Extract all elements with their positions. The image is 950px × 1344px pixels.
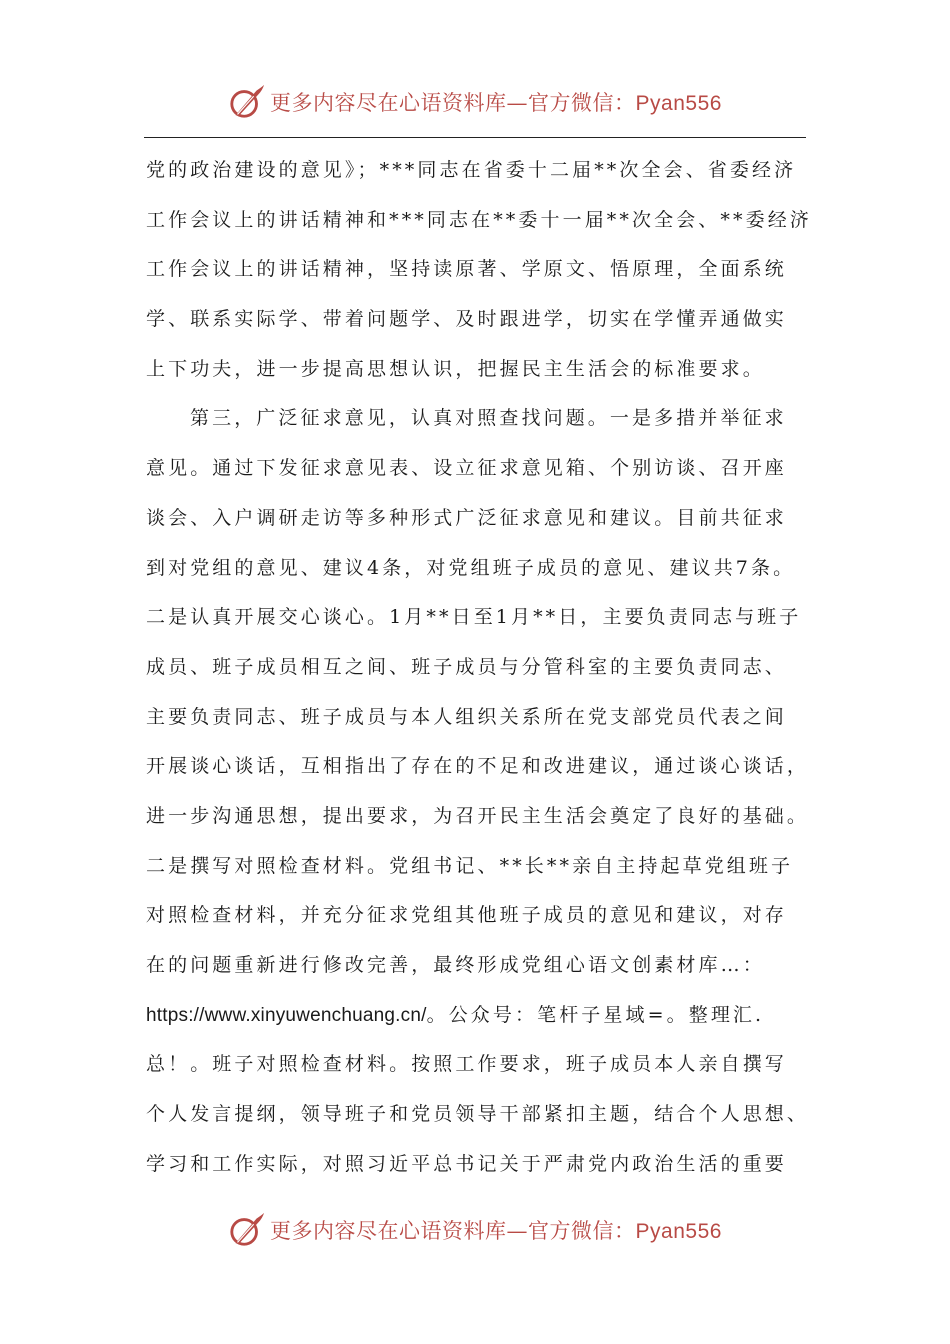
header-banner-text: 更多内容尽在心语资料库—官方微信：Pyan556 bbox=[270, 91, 722, 115]
text-line: 总！。班子对照检查材料。按照工作要求，班子成员本人亲自撰写 bbox=[146, 1053, 787, 1076]
footer-banner-text: 更多内容尽在心语资料库—官方微信：Pyan556 bbox=[270, 1219, 722, 1243]
quill-logo-icon bbox=[228, 1211, 266, 1249]
text-line: 主要负责同志、班子成员与本人组织关系所在党支部党员代表之间 bbox=[146, 705, 787, 728]
text-line: 谈会、入户调研走访等多种形式广泛征求意见和建议。目前共征求 bbox=[146, 506, 787, 529]
text-line: 二是认真开展交心谈心。1月**日至1月**日，主要负责同志与班子 bbox=[146, 606, 802, 629]
text-line: 对照检查材料，并充分征求党组其他班子成员的意见和建议，对存 bbox=[146, 904, 787, 927]
text-line: 工作会议上的讲话精神，坚持读原著、学原文、悟原理，全面系统 bbox=[146, 258, 787, 281]
text-line: 工作会议上的讲话精神和***同志在**委十一届**次全会、**委经济 bbox=[146, 208, 812, 231]
document-body bbox=[146, 146, 812, 1189]
header-divider bbox=[144, 137, 806, 138]
text-line: 个人发言提纲，领导班子和党员领导干部紧扣主题，结合个人思想、 bbox=[146, 1103, 810, 1126]
url-line-suffix: 。公众号：笔杆子星域=。整理汇. bbox=[426, 1003, 765, 1026]
text-line: 二是撰写对照检查材料。党组书记、**长**亲自主持起草党组班子 bbox=[146, 854, 794, 877]
text-line: 学习和工作实际，对照习近平总书记关于严肃党内政治生活的重要 bbox=[146, 1152, 787, 1175]
header-banner bbox=[0, 80, 950, 124]
paragraph-start-line: 第三，广泛征求意见，认真对照查找问题。一是多措并举征求 bbox=[190, 407, 787, 430]
text-line: 进一步沟通思想，提出要求，为召开民主生活会奠定了良好的基础。 bbox=[146, 804, 810, 827]
text-line: 党的政治建设的意见》；***同志在省委十二届**次全会、省委经济 bbox=[146, 159, 797, 181]
footer-banner bbox=[0, 1208, 950, 1252]
text-line: 学、联系实际学、带着问题学、及时跟进学，切实在学懂弄通做实 bbox=[146, 308, 787, 331]
website-link[interactable]: https://www.xinyuwenchuang.cn/ bbox=[146, 1004, 427, 1026]
text-line: 成员、班子成员相互之间、班子成员与分管科室的主要负责同志、 bbox=[146, 655, 787, 678]
text-line: 意见。通过下发征求意见表、设立征求意见箱、个别访谈、召开座 bbox=[146, 457, 787, 480]
text-line: 在的问题重新进行修改完善，最终形成党组心语文创素材库…： bbox=[146, 954, 765, 976]
quill-logo-icon bbox=[228, 83, 266, 121]
text-line: 到对党组的意见、建议4条，对党组班子成员的意见、建议共7条。 bbox=[146, 556, 796, 579]
text-line: 上下功夫，进一步提高思想认识，把握民主生活会的标准要求。 bbox=[146, 357, 765, 380]
url-line bbox=[146, 991, 808, 1041]
text-line: 开展谈心谈话，互相指出了存在的不足和改进建议，通过谈心谈话， bbox=[146, 755, 810, 778]
